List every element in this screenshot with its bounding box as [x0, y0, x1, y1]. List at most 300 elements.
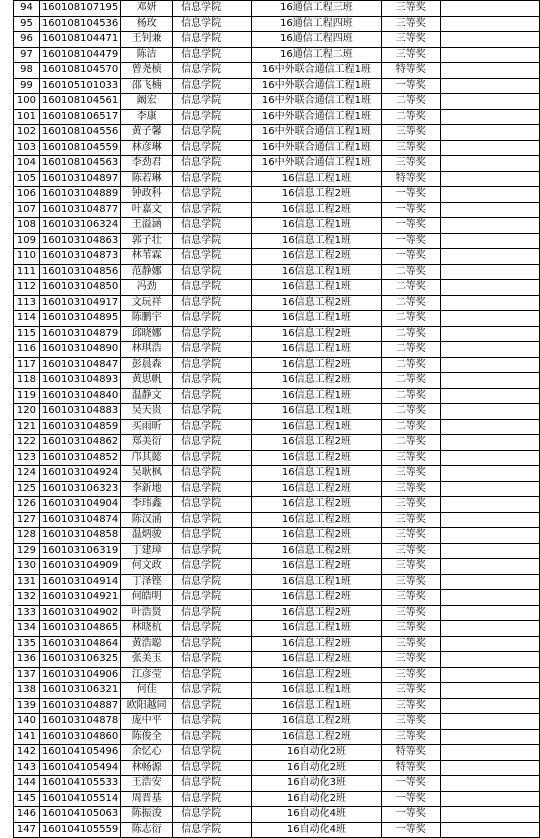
college-cell: 信息学院	[173, 295, 252, 311]
class-cell: 16自动化4班	[252, 822, 382, 838]
award-cell: 三等奖	[381, 32, 440, 48]
row-number-cell: 139	[14, 698, 40, 714]
table-row	[14, 295, 540, 311]
student-id-cell: 160108106517	[39, 109, 120, 125]
empty-cell	[440, 528, 539, 544]
class-cell: 16信息工程1班	[252, 404, 382, 420]
award-cell: 一等奖	[381, 218, 440, 234]
student-name-cell: 张美玉	[121, 652, 173, 668]
empty-cell	[440, 264, 539, 280]
award-cell: 三等奖	[381, 140, 440, 156]
award-cell: 三等奖	[381, 543, 440, 559]
college-cell: 信息学院	[173, 559, 252, 575]
empty-cell	[440, 63, 539, 79]
student-name-cell: 江彦莹	[121, 667, 173, 683]
empty-cell	[440, 109, 539, 125]
table-row	[14, 156, 540, 172]
student-name-cell: 林畅源	[121, 760, 173, 776]
class-cell: 16自动化2班	[252, 745, 382, 761]
award-cell: 三等奖	[381, 652, 440, 668]
row-number-cell: 142	[14, 745, 40, 761]
empty-cell	[440, 605, 539, 621]
row-number-cell: 95	[14, 16, 40, 32]
empty-cell	[440, 32, 539, 48]
award-cell: 二等奖	[381, 94, 440, 110]
college-cell: 信息学院	[173, 714, 252, 730]
award-cell: 特等奖	[381, 745, 440, 761]
college-cell: 信息学院	[173, 357, 252, 373]
empty-cell	[440, 497, 539, 513]
college-cell: 信息学院	[173, 404, 252, 420]
table-row	[14, 171, 540, 187]
row-number-cell: 130	[14, 559, 40, 575]
student-name-cell: 林苇霖	[121, 249, 173, 265]
award-cell: 二等奖	[381, 357, 440, 373]
student-id-cell: 160103104856	[39, 264, 120, 280]
student-name-cell: 范静娜	[121, 264, 173, 280]
class-cell: 16信息工程1班	[252, 388, 382, 404]
student-name-cell: 庞中平	[121, 714, 173, 730]
row-number-cell: 135	[14, 636, 40, 652]
college-cell: 信息学院	[173, 156, 252, 172]
class-cell: 16中外联合通信工程1班	[252, 125, 382, 141]
student-id-cell: 160103106324	[39, 218, 120, 234]
student-id-cell: 160103104902	[39, 605, 120, 621]
college-cell: 信息学院	[173, 590, 252, 606]
empty-cell	[440, 822, 539, 838]
student-name-cell: 陈汉涌	[121, 512, 173, 528]
empty-cell	[440, 760, 539, 776]
student-id-cell: 160103104852	[39, 450, 120, 466]
row-number-cell: 105	[14, 171, 40, 187]
table-row	[14, 636, 540, 652]
student-name-cell: 曾尧桢	[121, 63, 173, 79]
table-row	[14, 621, 540, 637]
table-row	[14, 822, 540, 838]
award-cell: 二等奖	[381, 419, 440, 435]
student-id-cell: 160103104840	[39, 388, 120, 404]
class-cell: 16信息工程1班	[252, 218, 382, 234]
student-id-cell: 160104105533	[39, 776, 120, 792]
empty-cell	[440, 590, 539, 606]
row-number-cell: 127	[14, 512, 40, 528]
row-number-cell: 132	[14, 590, 40, 606]
award-cell: 三等奖	[381, 683, 440, 699]
row-number-cell: 146	[14, 807, 40, 823]
student-id-cell: 160104105494	[39, 760, 120, 776]
student-name-cell: 丁泽铿	[121, 574, 173, 590]
award-cell: 三等奖	[381, 512, 440, 528]
college-cell: 信息学院	[173, 16, 252, 32]
student-id-cell: 160103106325	[39, 652, 120, 668]
award-cell: 一等奖	[381, 233, 440, 249]
row-number-cell: 140	[14, 714, 40, 730]
empty-cell	[440, 125, 539, 141]
student-name-cell: 林琪浩	[121, 342, 173, 358]
student-id-cell: 160103104863	[39, 233, 120, 249]
empty-cell	[440, 78, 539, 94]
row-number-cell: 134	[14, 621, 40, 637]
student-id-cell: 160105101033	[39, 78, 120, 94]
empty-cell	[440, 574, 539, 590]
college-cell: 信息学院	[173, 760, 252, 776]
table-row	[14, 280, 540, 296]
table-row	[14, 481, 540, 497]
row-number-cell: 119	[14, 388, 40, 404]
class-cell: 16自动化2班	[252, 760, 382, 776]
student-name-cell: 何文政	[121, 559, 173, 575]
row-number-cell: 114	[14, 311, 40, 327]
table-row	[14, 109, 540, 125]
student-name-cell: 李玮鑫	[121, 497, 173, 513]
table-row	[14, 404, 540, 420]
college-cell: 信息学院	[173, 187, 252, 203]
student-name-cell: 郭子壮	[121, 233, 173, 249]
empty-cell	[440, 450, 539, 466]
row-number-cell: 145	[14, 791, 40, 807]
award-cell: 二等奖	[381, 264, 440, 280]
college-cell: 信息学院	[173, 621, 252, 637]
college-cell: 信息学院	[173, 729, 252, 745]
award-cell: 一等奖	[381, 807, 440, 823]
empty-cell	[440, 47, 539, 63]
student-name-cell: 彭晨森	[121, 357, 173, 373]
class-cell: 16信息工程2班	[252, 667, 382, 683]
row-number-cell: 111	[14, 264, 40, 280]
student-name-cell: 邵飞楠	[121, 78, 173, 94]
row-number-cell: 101	[14, 109, 40, 125]
table-row	[14, 233, 540, 249]
table-row	[14, 342, 540, 358]
table-row	[14, 574, 540, 590]
empty-cell	[440, 140, 539, 156]
student-name-cell: 周晋基	[121, 791, 173, 807]
empty-cell	[440, 807, 539, 823]
college-cell: 信息学院	[173, 249, 252, 265]
college-cell: 信息学院	[173, 311, 252, 327]
table-row	[14, 311, 540, 327]
award-cell: 三等奖	[381, 1, 440, 17]
table-row	[14, 512, 540, 528]
college-cell: 信息学院	[173, 466, 252, 482]
award-cell: 三等奖	[381, 16, 440, 32]
empty-cell	[440, 171, 539, 187]
student-name-cell: 陈振浚	[121, 807, 173, 823]
student-id-cell: 160103104850	[39, 280, 120, 296]
table-row	[14, 714, 540, 730]
award-table	[13, 0, 540, 838]
class-cell: 16中外联合通信工程1班	[252, 140, 382, 156]
student-name-cell: 王浩安	[121, 776, 173, 792]
class-cell: 16信息工程2班	[252, 512, 382, 528]
table-row	[14, 652, 540, 668]
empty-cell	[440, 280, 539, 296]
award-cell: 一等奖	[381, 776, 440, 792]
empty-cell	[440, 621, 539, 637]
empty-cell	[440, 512, 539, 528]
table-row	[14, 683, 540, 699]
student-id-cell: 160103104858	[39, 528, 120, 544]
row-number-cell: 117	[14, 357, 40, 373]
student-name-cell: 温静文	[121, 388, 173, 404]
table-row	[14, 791, 540, 807]
student-name-cell: 黄子馨	[121, 125, 173, 141]
table-row	[14, 32, 540, 48]
class-cell: 16信息工程1班	[252, 264, 382, 280]
student-id-cell: 160103104883	[39, 404, 120, 420]
row-number-cell: 138	[14, 683, 40, 699]
award-cell: 三等奖	[381, 466, 440, 482]
student-id-cell: 160103104865	[39, 621, 120, 637]
college-cell: 信息学院	[173, 481, 252, 497]
college-cell: 信息学院	[173, 667, 252, 683]
empty-cell	[440, 435, 539, 451]
college-cell: 信息学院	[173, 497, 252, 513]
award-cell: 三等奖	[381, 667, 440, 683]
college-cell: 信息学院	[173, 776, 252, 792]
student-name-cell: 王钊兼	[121, 32, 173, 48]
table-row	[14, 125, 540, 141]
student-id-cell: 160103104877	[39, 202, 120, 218]
empty-cell	[440, 636, 539, 652]
college-cell: 信息学院	[173, 574, 252, 590]
student-id-cell: 160103106323	[39, 481, 120, 497]
table-row	[14, 435, 540, 451]
award-cell: 一等奖	[381, 78, 440, 94]
class-cell: 16信息工程1班	[252, 419, 382, 435]
student-id-cell: 160103104890	[39, 342, 120, 358]
student-id-cell: 160103104879	[39, 326, 120, 342]
table-row	[14, 466, 540, 482]
class-cell: 16信息工程2班	[252, 714, 382, 730]
row-number-cell: 129	[14, 543, 40, 559]
empty-cell	[440, 652, 539, 668]
row-number-cell: 99	[14, 78, 40, 94]
row-number-cell: 106	[14, 187, 40, 203]
student-id-cell: 160103104897	[39, 171, 120, 187]
student-id-cell: 160103104864	[39, 636, 120, 652]
row-number-cell: 131	[14, 574, 40, 590]
class-cell: 16信息工程2班	[252, 435, 382, 451]
college-cell: 信息学院	[173, 109, 252, 125]
college-cell: 信息学院	[173, 822, 252, 838]
student-id-cell: 160108104561	[39, 94, 120, 110]
student-id-cell: 160104105514	[39, 791, 120, 807]
table-row	[14, 807, 540, 823]
college-cell: 信息学院	[173, 450, 252, 466]
award-cell: 一等奖	[381, 202, 440, 218]
class-cell: 16信息工程2班	[252, 326, 382, 342]
student-id-cell: 160104105063	[39, 807, 120, 823]
row-number-cell: 103	[14, 140, 40, 156]
student-id-cell: 160108104556	[39, 125, 120, 141]
row-number-cell: 104	[14, 156, 40, 172]
college-cell: 信息学院	[173, 528, 252, 544]
row-number-cell: 125	[14, 481, 40, 497]
college-cell: 信息学院	[173, 683, 252, 699]
college-cell: 信息学院	[173, 233, 252, 249]
class-cell: 16信息工程2班	[252, 605, 382, 621]
award-cell: 二等奖	[381, 295, 440, 311]
row-number-cell: 121	[14, 419, 40, 435]
row-number-cell: 144	[14, 776, 40, 792]
class-cell: 16信息工程2班	[252, 543, 382, 559]
student-name-cell: 李劲君	[121, 156, 173, 172]
student-id-cell: 160108104479	[39, 47, 120, 63]
student-id-cell: 160103104924	[39, 466, 120, 482]
student-name-cell: 文玩祥	[121, 295, 173, 311]
award-cell: 三等奖	[381, 156, 440, 172]
table-body	[14, 1, 540, 838]
student-name-cell: 陈鹏宇	[121, 311, 173, 327]
table-row	[14, 543, 540, 559]
empty-cell	[440, 729, 539, 745]
row-number-cell: 107	[14, 202, 40, 218]
student-name-cell: 黄浩聪	[121, 636, 173, 652]
table-row	[14, 388, 540, 404]
award-cell: 三等奖	[381, 729, 440, 745]
award-cell: 三等奖	[381, 574, 440, 590]
student-name-cell: 冯劲	[121, 280, 173, 296]
table-row	[14, 264, 540, 280]
college-cell: 信息学院	[173, 326, 252, 342]
row-number-cell: 147	[14, 822, 40, 838]
table-row	[14, 698, 540, 714]
table-row	[14, 202, 540, 218]
student-name-cell: 邝其懿	[121, 450, 173, 466]
college-cell: 信息学院	[173, 543, 252, 559]
student-name-cell: 叶浩贤	[121, 605, 173, 621]
award-cell: 二等奖	[381, 435, 440, 451]
empty-cell	[440, 698, 539, 714]
award-cell: 二等奖	[381, 373, 440, 389]
empty-cell	[440, 311, 539, 327]
class-cell: 16中外联合通信工程1班	[252, 156, 382, 172]
college-cell: 信息学院	[173, 807, 252, 823]
empty-cell	[440, 776, 539, 792]
row-number-cell: 112	[14, 280, 40, 296]
row-number-cell: 98	[14, 63, 40, 79]
empty-cell	[440, 202, 539, 218]
class-cell: 16通信工程四班	[252, 16, 382, 32]
college-cell: 信息学院	[173, 652, 252, 668]
row-number-cell: 118	[14, 373, 40, 389]
row-number-cell: 120	[14, 404, 40, 420]
class-cell: 16信息工程2班	[252, 559, 382, 575]
student-name-cell: 温炳骏	[121, 528, 173, 544]
row-number-cell: 97	[14, 47, 40, 63]
empty-cell	[440, 559, 539, 575]
table-row	[14, 497, 540, 513]
student-name-cell: 郑美衍	[121, 435, 173, 451]
row-number-cell: 143	[14, 760, 40, 776]
student-name-cell: 林彦琳	[121, 140, 173, 156]
award-cell: 三等奖	[381, 528, 440, 544]
row-number-cell: 141	[14, 729, 40, 745]
award-cell: 二等奖	[381, 388, 440, 404]
class-cell: 16信息工程2班	[252, 497, 382, 513]
empty-cell	[440, 187, 539, 203]
college-cell: 信息学院	[173, 94, 252, 110]
table-row	[14, 187, 540, 203]
award-cell: 一等奖	[381, 791, 440, 807]
college-cell: 信息学院	[173, 47, 252, 63]
college-cell: 信息学院	[173, 636, 252, 652]
student-name-cell: 吴耿枫	[121, 466, 173, 482]
student-id-cell: 160103104860	[39, 729, 120, 745]
student-id-cell: 160108104563	[39, 156, 120, 172]
student-id-cell: 160103104893	[39, 373, 120, 389]
empty-cell	[440, 295, 539, 311]
class-cell: 16自动化2班	[252, 791, 382, 807]
row-number-cell: 115	[14, 326, 40, 342]
award-cell: 二等奖	[381, 311, 440, 327]
student-name-cell: 丁建璋	[121, 543, 173, 559]
college-cell: 信息学院	[173, 171, 252, 187]
college-cell: 信息学院	[173, 388, 252, 404]
award-cell: 特等奖	[381, 63, 440, 79]
table-row	[14, 745, 540, 761]
row-number-cell: 94	[14, 1, 40, 17]
class-cell: 16信息工程1班	[252, 311, 382, 327]
award-cell: 三等奖	[381, 450, 440, 466]
student-id-cell: 160103106319	[39, 543, 120, 559]
empty-cell	[440, 667, 539, 683]
college-cell: 信息学院	[173, 32, 252, 48]
award-cell: 特等奖	[381, 760, 440, 776]
row-number-cell: 108	[14, 218, 40, 234]
table-row	[14, 729, 540, 745]
college-cell: 信息学院	[173, 605, 252, 621]
student-id-cell: 160103104909	[39, 559, 120, 575]
student-name-cell: 邓妍	[121, 1, 173, 17]
class-cell: 16信息工程1班	[252, 342, 382, 358]
student-id-cell: 160108104559	[39, 140, 120, 156]
student-id-cell: 160103104889	[39, 187, 120, 203]
table-row	[14, 16, 540, 32]
empty-cell	[440, 683, 539, 699]
student-name-cell: 陈俊全	[121, 729, 173, 745]
empty-cell	[440, 342, 539, 358]
student-name-cell: 欧阳越同	[121, 698, 173, 714]
class-cell: 16信息工程1班	[252, 574, 382, 590]
award-cell: 二等奖	[381, 326, 440, 342]
class-cell: 16信息工程1班	[252, 233, 382, 249]
class-cell: 16中外联合通信工程1班	[252, 94, 382, 110]
college-cell: 信息学院	[173, 202, 252, 218]
student-name-cell: 黄思帆	[121, 373, 173, 389]
table-row	[14, 760, 540, 776]
empty-cell	[440, 745, 539, 761]
college-cell: 信息学院	[173, 140, 252, 156]
empty-cell	[440, 388, 539, 404]
college-cell: 信息学院	[173, 63, 252, 79]
table-row	[14, 218, 540, 234]
table-row	[14, 47, 540, 63]
class-cell: 16通信工程二班	[252, 47, 382, 63]
class-cell: 16信息工程2班	[252, 528, 382, 544]
award-cell: 三等奖	[381, 698, 440, 714]
student-name-cell: 陈洁	[121, 47, 173, 63]
student-id-cell: 160103104878	[39, 714, 120, 730]
award-cell: 三等奖	[381, 481, 440, 497]
student-name-cell: 何佳	[121, 683, 173, 699]
class-cell: 16自动化4班	[252, 807, 382, 823]
student-name-cell: 钟政科	[121, 187, 173, 203]
table-row	[14, 326, 540, 342]
table-row	[14, 590, 540, 606]
award-cell: 一等奖	[381, 187, 440, 203]
